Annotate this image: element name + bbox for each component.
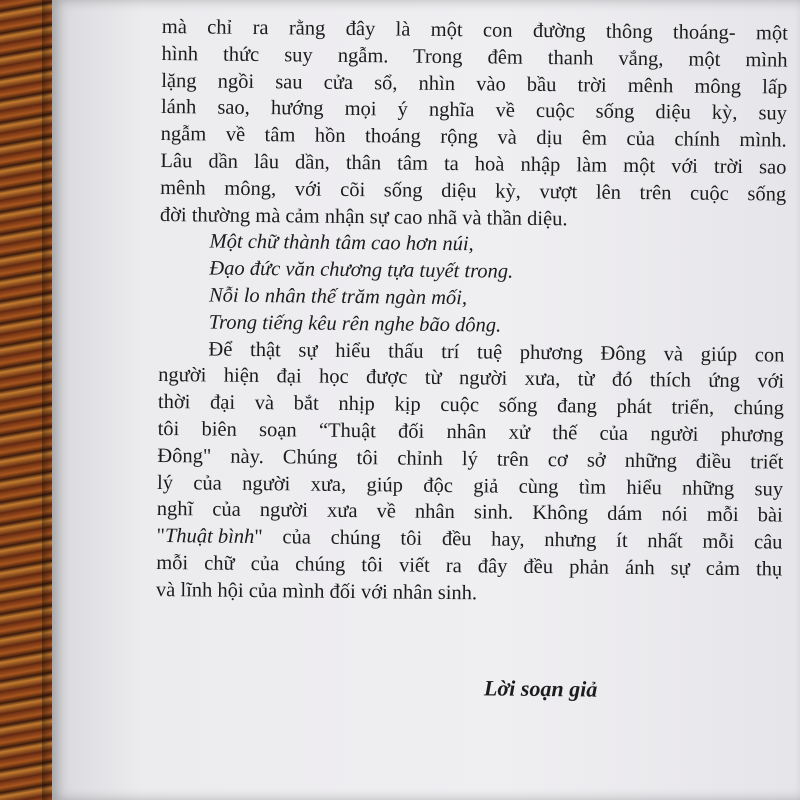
paragraph-2-line: lý của người xưa, giúp độc giả cùng tìm hiểu những suy	[156, 471, 784, 501]
poem-line: Trong tiếng kêu rên nghe bão dông.	[208, 311, 502, 337]
quote-title: Thuật bình	[164, 525, 255, 549]
paragraph-1-line: lặng ngồi sau cửa sổ, nhìn vào bầu trời mênh mông lấp	[161, 69, 788, 99]
bleed-through-text-bottom	[151, 617, 793, 786]
poem-line: Một chữ thành tâm cao hơn núi,	[209, 230, 474, 256]
paragraph-1-line: lánh sao, hướng mọi ý nghĩa về cuộc sống diệu kỳ, suy	[160, 96, 788, 125]
paragraph-2-line: người hiện đại học được từ người xưa, từ đó thích ứng với	[158, 364, 785, 393]
paragraph-2-line: Để thật sự hiểu thấu trí tuệ phương Đông và giúp con	[208, 338, 785, 367]
quote-open: "	[156, 525, 166, 548]
paragraph-1-line: mênh mông, với cõi sống diệu kỳ, vượt lên trên cuộc sống	[160, 176, 787, 206]
paragraph-2-line: mỗi chữ của chúng tôi viết ra đây đều phản ánh sự cảm thụ	[156, 551, 783, 581]
paragraph-2-line: Đông" này. Chúng tôi chỉnh lý trên cơ sở những điều triết	[157, 444, 784, 474]
paragraph-1-line: Lâu dần lâu dần, thân tâm ta hoà nhập làm một với trời sao	[160, 149, 787, 179]
paragraph-2-line: và lĩnh hội của mình đối với nhân sinh.	[155, 578, 478, 605]
book-page	[52, 0, 800, 800]
quote-rest: " của chúng tôi đều hay, nhưng ít nhất mỗi câu	[254, 526, 783, 554]
paragraph-1-line: hình thức suy ngẫm. Trong đêm thanh vắng, một mình	[161, 42, 788, 72]
poem-line: Nỗi lo nhân thế trăm ngàn mối,	[208, 284, 468, 310]
poem-line: Đạo đức văn chương tựa tuyết trong.	[209, 257, 514, 283]
paragraph-1-line: mà chỉ ra rằng đây là một con đường thông thoáng- một	[161, 15, 788, 45]
paragraph-1-line: ngẫm về tâm hồn thoáng rộng và dịu êm của chính mình.	[160, 123, 787, 152]
book-edge	[0, 0, 52, 800]
paragraph-2-line: tôi biên soạn “Thuật đối nhân xử thế của người phương	[157, 417, 784, 447]
body-text	[156, 14, 788, 610]
signature: Lời soạn giả	[483, 675, 598, 702]
paragraph-2-line: thời đại và bắt nhịp kịp cuộc sống đang phát triển, chúng	[157, 391, 785, 420]
paragraph-1-line: đời thường mà cảm nhận sự cao nhã và thần diệu.	[159, 203, 568, 230]
paragraph-2-line: nghĩ của người xưa về nhân sinh. Không dám nói mỗi bài	[156, 498, 783, 527]
